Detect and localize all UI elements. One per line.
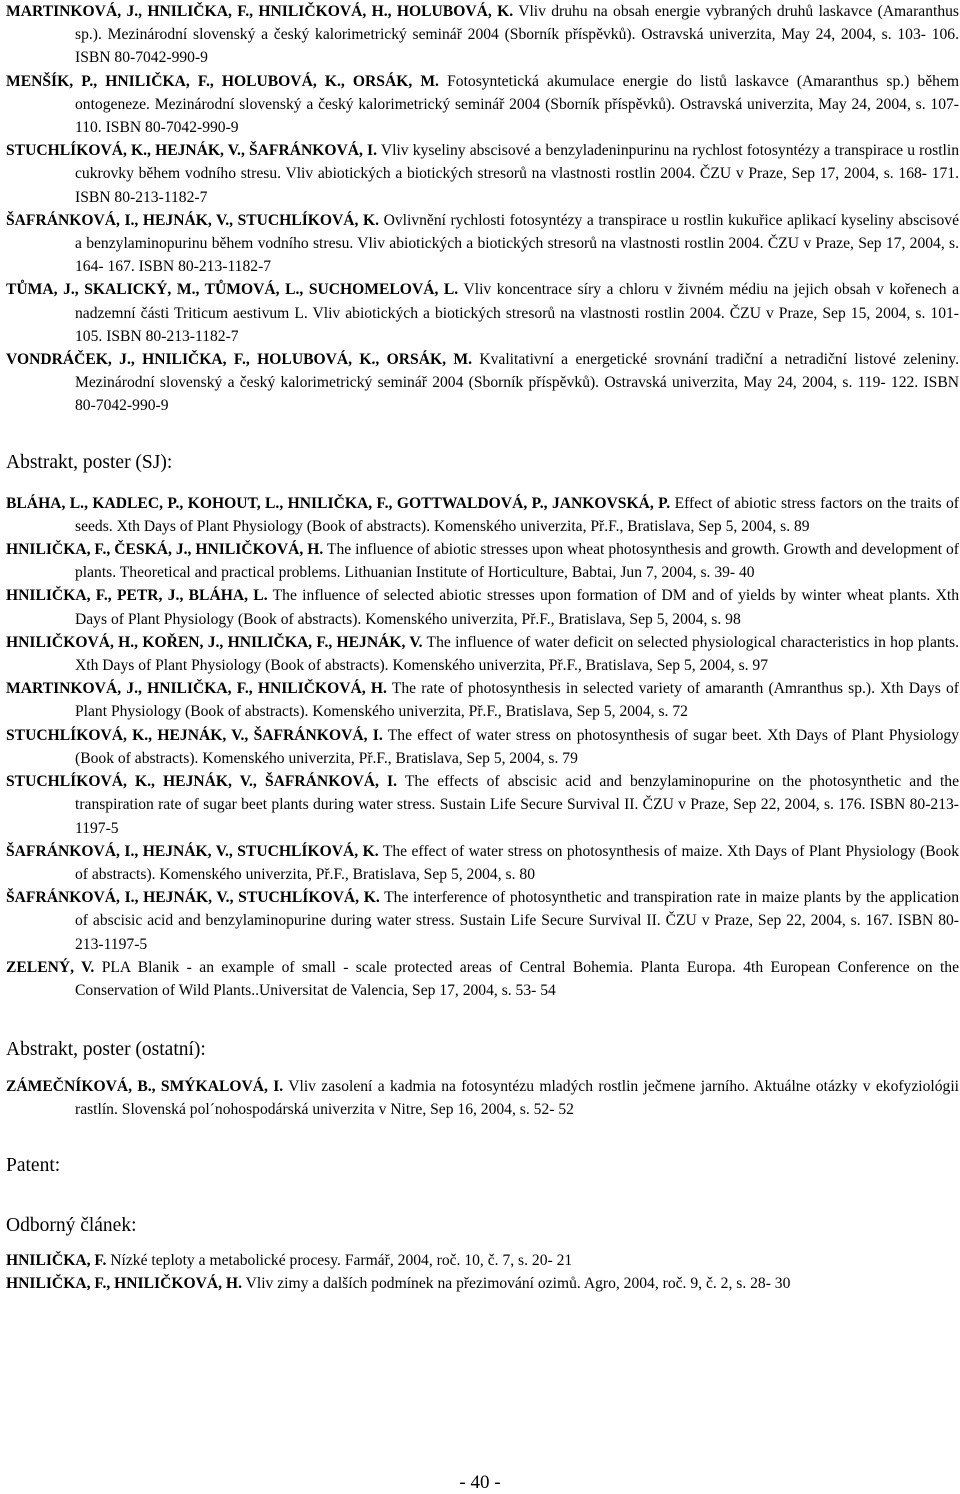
reference-entry <box>6 492 959 538</box>
reference-text: The effect of water stress on photosynthesis of maize. Xth Days of Plant Physiology (Book of abstracts). Komenského univerzita, Př.F., Bratislava, Sep 5, 2004, s. 80 <box>75 842 960 883</box>
reference-authors: HNILIČKA, F. <box>6 1251 107 1269</box>
section-heading: Abstrakt, poster (SJ): <box>6 451 173 473</box>
reference-authors: HNILIČKOVÁ, H., KOŘEN, J., HNILIČKA, F., HEJNÁK, V. <box>6 633 423 651</box>
reference-text: The effect of water stress on photosynthesis of sugar beet. Xth Days of Plant Physiology (Book of abstracts). Komenského univerzita, Př.F., Bratislava, Sep 5, 2004, s. 79 <box>75 726 959 767</box>
reference-authors: HNILIČKA, F., HNILIČKOVÁ, H. <box>6 1274 242 1292</box>
reference-authors: ŠAFRÁNKOVÁ, I., HEJNÁK, V., STUCHLÍKOVÁ, K. <box>6 842 379 860</box>
reference-authors: BLÁHA, L., KADLEC, P., KOHOUT, L., HNILIČKA, F., GOTTWALDOVÁ, P., JANKOVSKÁ, P. <box>6 494 671 512</box>
reference-text: Ovlivnění rychlosti fotosyntézy a transpirace u rostlin kukuřice aplikací kyseliny abscisové a benzylaminopurinu během vodního stresu. Vliv abiotických a biotických stresorů na vlastnosti rostlin 2004. ČZU v Praze, Sep 17, 2004, s. 164- 167. ISBN 80-213-1182-7 <box>75 211 959 276</box>
reference-authors: ŠAFRÁNKOVÁ, I., HEJNÁK, V., STUCHLÍKOVÁ, K. <box>6 211 380 229</box>
reference-entry <box>6 724 959 770</box>
reference-authors: ZELENÝ, V. <box>6 958 95 976</box>
reference-entry <box>6 538 959 584</box>
top-references <box>6 0 960 418</box>
reference-text: Nízké teploty a metabolické procesy. Farmář, 2004, roč. 10, č. 7, s. 20- 21 <box>110 1251 573 1269</box>
reference-authors: STUCHLÍKOVÁ, K., HEJNÁK, V., ŠAFRÁNKOVÁ, I. <box>6 142 378 160</box>
reference-authors: MARTINKOVÁ, J., HNILIČKA, F., HNILIČKOVÁ, H., HOLUBOVÁ, K. <box>6 3 514 20</box>
section-abstrakt-sj <box>6 451 960 1002</box>
reference-authors: MENŠÍK, P., HNILIČKA, F., HOLUBOVÁ, K., ORSÁK, M. <box>6 72 439 90</box>
reference-entry <box>6 840 959 886</box>
reference-entry <box>6 886 959 956</box>
reference-entry <box>6 278 959 348</box>
reference-text: Vliv zimy a dalších podmínek na přezimování ozimů. Agro, 2004, roč. 9, č. 2, s. 28- 30 <box>245 1274 791 1292</box>
reference-text: Fotosyntetická akumulace energie do listů laskavce (Amaranthus sp.) během ontogeneze. Mezinárodní slovenský a český kalorimetrický seminář 2004 (Sborník příspěvků). Ostravská univerzita, May 24, 2004, s. 107- 110. ISBN 80-7042-990-9 <box>75 72 960 137</box>
reference-text: The interference of photosynthetic and transpiration rate in maize plants by the application of abscisic acid and benzylaminopurine during water stress. Sustain Life Secure Survival II. ČZU v Praze, Sep 22, 2004, s. 167. ISBN 80-213-1197-5 <box>75 889 959 953</box>
section-heading: Odborný článek: <box>6 1214 137 1236</box>
reference-authors: ŠAFRÁNKOVÁ, I., HEJNÁK, V., STUCHLÍKOVÁ, K. <box>6 889 380 907</box>
reference-entry <box>6 348 959 418</box>
section-odborny-clanek <box>6 1214 960 1295</box>
section-patent <box>6 1154 960 1178</box>
reference-text: The effects of abscisic acid and benzylaminopurine on the photosynthetic and the transpiration rate of sugar beet plants during water stress. Sustain Life Secure Survival II. ČZU v Praze, Sep 22, 2004, s. 176. ISBN 80-213-1197-5 <box>75 773 960 837</box>
reference-authors: STUCHLÍKOVÁ, K., HEJNÁK, V., ŠAFRÁNKOVÁ, I. <box>6 773 397 791</box>
reference-text: Vliv zasolení a kadmia na fotosyntézu mladých rostlin ječmene jarního. Aktuálne otázky v ekofyziológii rastlín. Slovenská pol´nohospodárská univerzita v Nitre, Sep 16, 2004, s. 52- 52 <box>75 1078 959 1119</box>
section-abstrakt-ostatni <box>6 1038 960 1121</box>
reference-text: The influence of water deficit on selected physiological characteristics in hop plants. Xth Days of Plant Physiology (Book of abstracts). Komenského univerzita, Př.F., Bratislava, Sep 5, 2004, s. 97 <box>75 633 959 675</box>
reference-entry <box>6 584 959 630</box>
reference-entry <box>6 770 959 840</box>
reference-text: Kvalitativní a energetické srovnání tradiční a netradiční listové zeleniny. Mezinárodní slovenský a český kalorimetrický seminář 2004 (Sborník příspěvků). Ostravská univerzita, May 24, 2004, s. 119- 122. ISBN 80-7042-990-9 <box>75 351 959 415</box>
page-number: - 40 - <box>459 1472 501 1493</box>
reference-entry <box>6 0 959 70</box>
reference-entry <box>6 209 959 279</box>
reference-authors: ZÁMEČNÍKOVÁ, B., SMÝKALOVÁ, I. <box>6 1078 284 1096</box>
reference-text: The influence of selected abiotic stresses upon formation of DM and of yields by winter wheat plants. Xth Days of Plant Physiology (Book of abstracts). Komenského univerzita, Př.F., Bratislava, Sep 5, 2004, s. 98 <box>75 587 960 628</box>
reference-authors: MARTINKOVÁ, J., HNILIČKA, F., HNILIČKOVÁ, H. <box>6 680 387 698</box>
reference-authors: HNILIČKA, F., ČESKÁ, J., HNILIČKOVÁ, H. <box>6 541 324 559</box>
reference-text: The rate of photosynthesis in selected variety of amaranth (Amranthus sp.). Xth Days of Plant Physiology (Book of abstracts). Komenského univerzita, Př.F., Bratislava, Sep 5, 2004, s. 72 <box>75 680 959 721</box>
reference-entry <box>6 1075 959 1121</box>
reference-text: The influence of abiotic stresses upon wheat photosynthesis and growth. Growth and development of plants. Theoretical and practical problems. Lithuanian Institute of Horticulture, Babtai, Jun 7, 2004, s. 39- 40 <box>75 541 959 582</box>
reference-authors: HNILIČKA, F., PETR, J., BLÁHA, L. <box>6 587 268 605</box>
reference-entry <box>6 1249 959 1272</box>
reference-entry <box>6 70 959 140</box>
reference-entry <box>6 677 959 723</box>
reference-text: Vliv druhu na obsah energie vybraných druhů laskavce (Amaranthus sp.). Mezinárodní slovenský a český kalorimetrický seminář 2004 (Sborník příspěvků). Ostravská univerzita, May 24, 2004, s. 103- 106. ISBN 80-7042-990-9 <box>75 3 959 67</box>
reference-entry <box>6 139 959 209</box>
reference-text: Vliv koncentrace síry a chloru v živném médiu na jejich obsah v kořenech a nadzemní části Triticum aestivum L. Vliv abiotických a biotických stresorů na vlastnosti rostlin 2004. ČZU v Praze, Sep 15, 2004, s. 101- 105. ISBN 80-213-1182-7 <box>75 281 959 345</box>
reference-authors: TŮMA, J., SKALICKÝ, M., TŮMOVÁ, L., SUCHOMELOVÁ, L. <box>6 281 459 299</box>
section-heading: Abstrakt, poster (ostatní): <box>6 1039 206 1061</box>
reference-text: Vliv kyseliny abscisové a benzyladeninpurinu na rychlost fotosyntézy a transpirace u rostlin cukrovky během vodního stresu. Vliv abiotických a biotických stresorů na vlastnosti rostlin 2004. ČZU v Praze, Sep 17, 2004, s. 168- 171. ISBN 80-213-1182-7 <box>75 142 959 206</box>
reference-entry <box>6 1272 959 1295</box>
reference-text: Effect of abiotic stress factors on the traits of seeds. Xth Days of Plant Physiology (Book of abstracts). Komenského univerzita, Př.F., Bratislava, Sep 5, 2004, s. 89 <box>75 494 959 535</box>
reference-authors: STUCHLÍKOVÁ, K., HEJNÁK, V., ŠAFRÁNKOVÁ, I. <box>6 726 383 744</box>
reference-text: PLA Blanik - an example of small - scale protected areas of Central Bohemia. Planta Europa. 4th European Conference on the Conservation of Wild Plants..Universitat de Valencia, Sep 17, 2004, s. 53- 54 <box>75 958 959 999</box>
section-heading: Patent: <box>6 1154 61 1176</box>
reference-entry <box>6 956 959 1002</box>
reference-authors: VONDRÁČEK, J., HNILIČKA, F., HOLUBOVÁ, K., ORSÁK, M. <box>6 351 472 369</box>
reference-entry <box>6 631 959 677</box>
